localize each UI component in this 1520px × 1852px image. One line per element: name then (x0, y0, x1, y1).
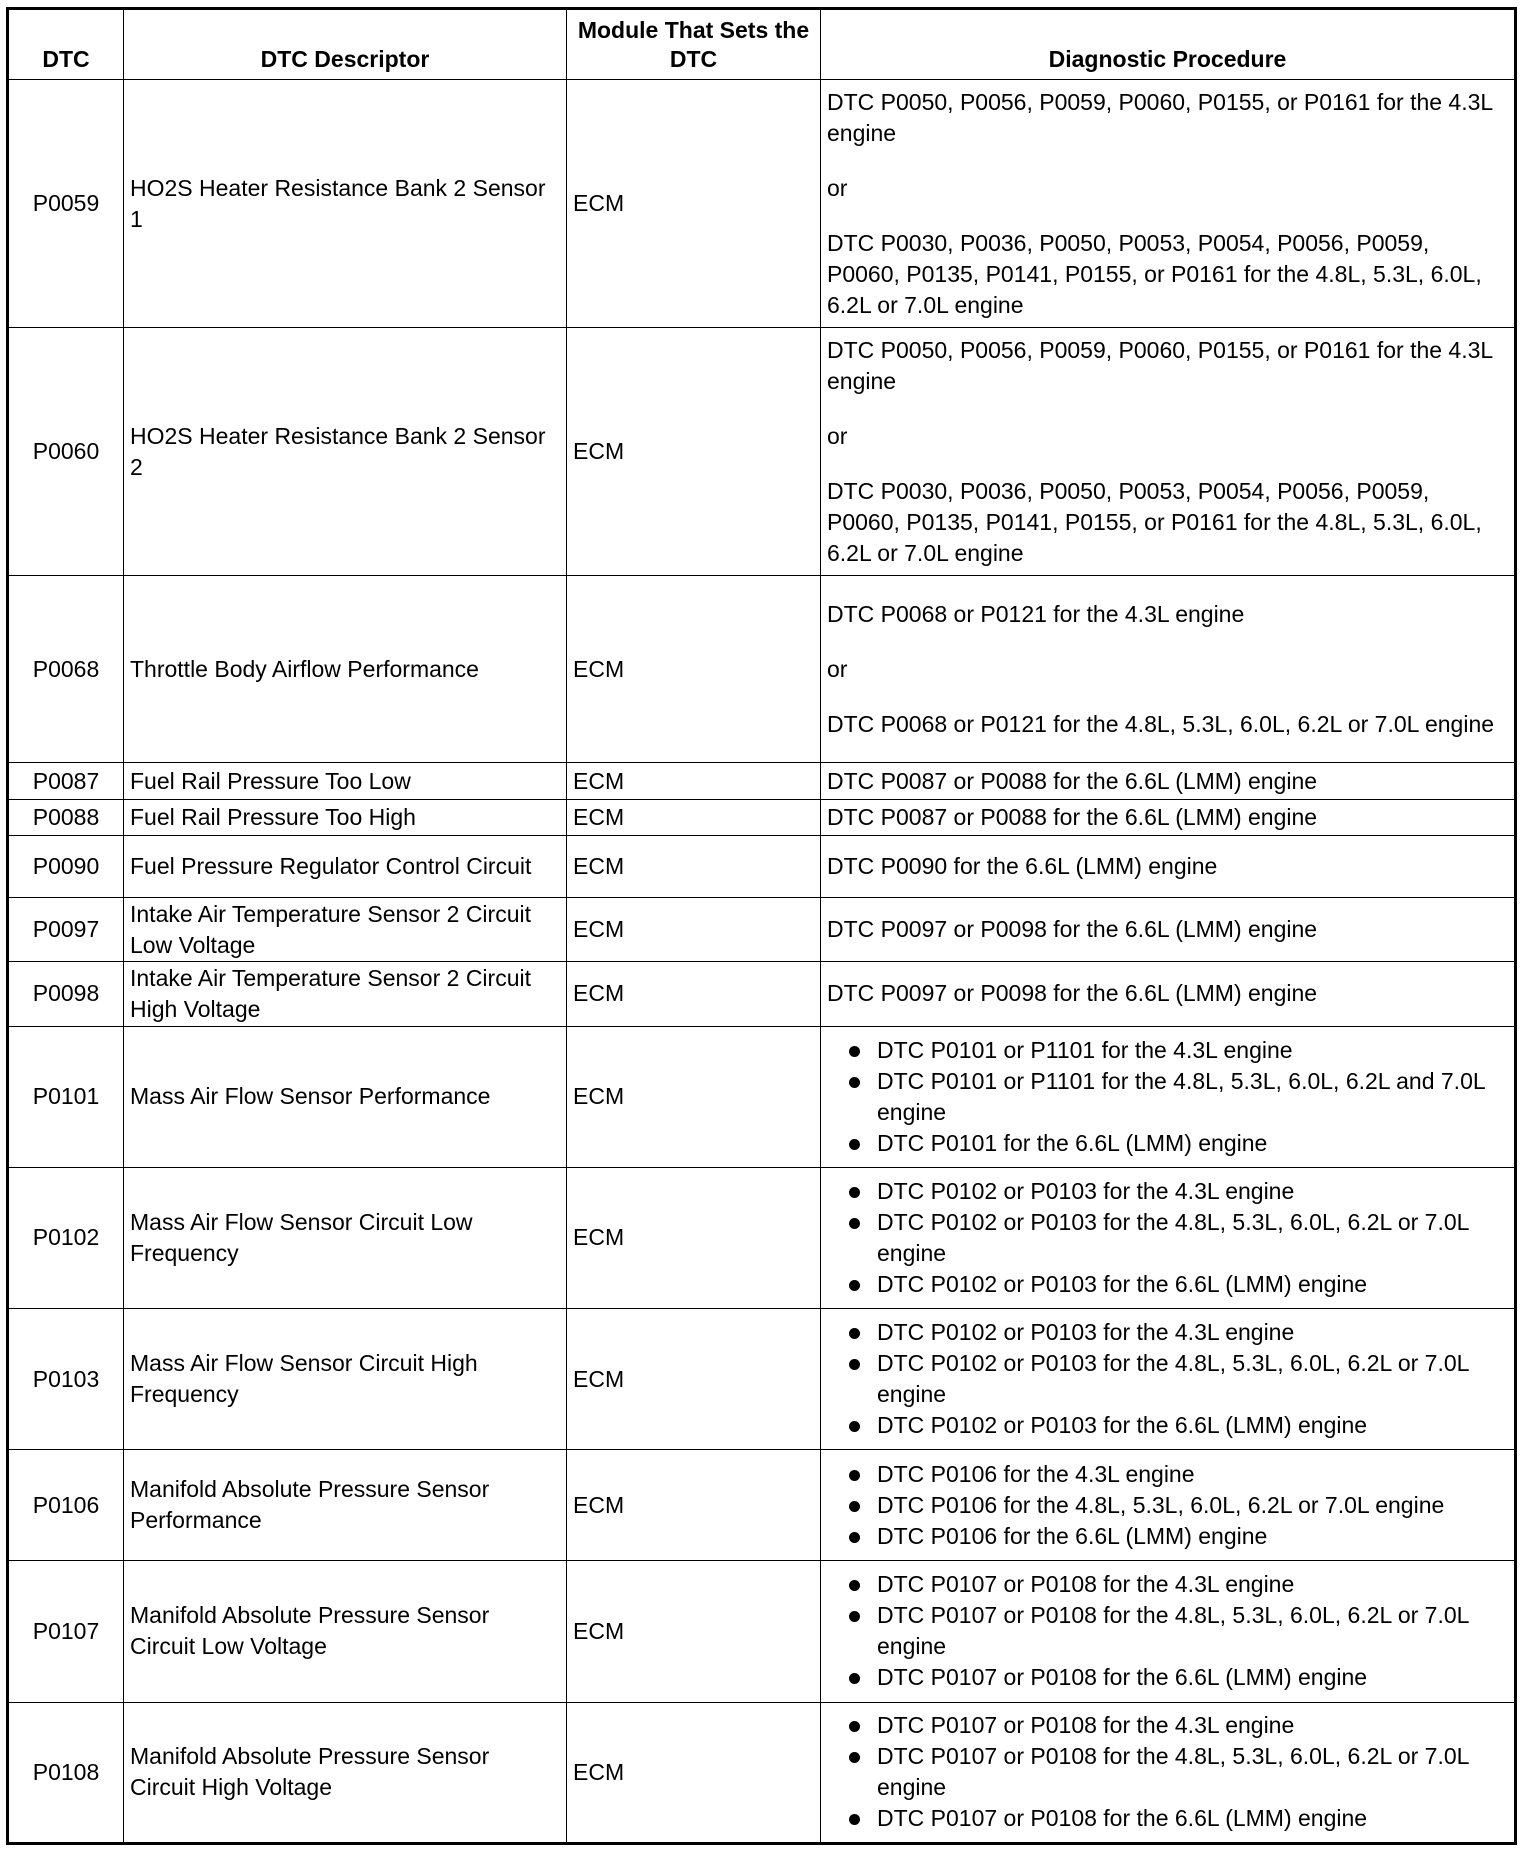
dtc-descriptor: Intake Air Temperature Sensor 2 Circuit Low Voltage (124, 898, 567, 962)
dtc-table (6, 7, 1517, 1845)
procedure-list (827, 1459, 1508, 1552)
list-item-text: DTC P0101 or P1101 for the 4.8L, 5.3L, 6.0L, 6.2L and 7.0L engine (877, 1067, 1485, 1125)
list-item (827, 1600, 1508, 1662)
list-item (827, 1490, 1508, 1521)
paragraph-gap (827, 204, 1508, 228)
dtc-code: P0101 (8, 1026, 124, 1167)
procedure-paragraph: DTC P0090 for the 6.6L (LMM) engine (827, 853, 1218, 880)
list-item-text: DTC P0102 or P0103 for the 4.8L, 5.3L, 6.0L, 6.2L or 7.0L engine (877, 1208, 1469, 1266)
header-descriptor: DTC Descriptor (124, 9, 567, 80)
module-name: ECM (567, 1450, 821, 1561)
diagnostic-procedure (821, 1561, 1516, 1702)
list-item-text: DTC P0106 for the 6.6L (LMM) engine (877, 1522, 1268, 1549)
list-item (827, 1662, 1508, 1693)
procedure-paragraph: DTC P0030, P0036, P0050, P0053, P0054, P0056, P0059, P0060, P0135, P0141, P0155, or P0161 for the 4.8L, 5.3L, 6.0L, 6.2L or 7.0L engine (827, 477, 1482, 566)
module-name: ECM (567, 799, 821, 836)
list-item (827, 1066, 1508, 1128)
dtc-code: P0087 (8, 763, 124, 800)
procedure-paragraph: DTC P0068 or P0121 for the 4.8L, 5.3L, 6.0L, 6.2L or 7.0L engine (827, 710, 1495, 737)
dtc-code: P0059 (8, 80, 124, 328)
list-item (827, 1207, 1508, 1269)
procedure-paragraph: DTC P0087 or P0088 for the 6.6L (LMM) engine (827, 767, 1318, 794)
dtc-code: P0090 (8, 836, 124, 898)
diagnostic-procedure (821, 898, 1516, 962)
list-item-text: DTC P0107 or P0108 for the 4.3L engine (877, 1712, 1295, 1739)
list-item-text: DTC P0107 or P0108 for the 4.8L, 5.3L, 6.0L, 6.2L or 7.0L engine (877, 1602, 1469, 1660)
procedure-paragraph: DTC P0050, P0056, P0059, P0060, P0155, or P0161 for the 4.3L engine (827, 336, 1493, 394)
dtc-code: P0088 (8, 799, 124, 836)
module-name: ECM (567, 328, 821, 576)
table-row (8, 1309, 1516, 1450)
procedure-list (827, 1035, 1508, 1159)
diagnostic-procedure (821, 1702, 1516, 1843)
bullet-icon (849, 1580, 860, 1591)
module-name: ECM (567, 898, 821, 962)
table-row (8, 763, 1516, 800)
list-item (827, 1521, 1508, 1552)
list-item-text: DTC P0102 or P0103 for the 4.3L engine (877, 1177, 1295, 1204)
paragraph-gap (827, 685, 1508, 709)
dtc-code: P0098 (8, 962, 124, 1026)
module-name: ECM (567, 962, 821, 1026)
dtc-code: P0107 (8, 1561, 124, 1702)
dtc-descriptor: HO2S Heater Resistance Bank 2 Sensor 1 (124, 80, 567, 328)
procedure-paragraph: DTC P0097 or P0098 for the 6.6L (LMM) engine (827, 916, 1318, 943)
procedure-list (827, 1176, 1508, 1300)
procedure-list (827, 1710, 1508, 1834)
table-header-row (8, 9, 1516, 80)
module-name: ECM (567, 1561, 821, 1702)
procedure-paragraph: or (827, 655, 848, 682)
list-item-text: DTC P0101 or P1101 for the 4.3L engine (877, 1036, 1293, 1063)
dtc-code: P0097 (8, 898, 124, 962)
bullet-icon (849, 1673, 860, 1684)
diagnostic-procedure (821, 80, 1516, 328)
dtc-code: P0060 (8, 328, 124, 576)
bullet-icon (849, 1611, 860, 1622)
diagnostic-procedure (821, 1167, 1516, 1308)
procedure-paragraph: DTC P0030, P0036, P0050, P0053, P0054, P0056, P0059, P0060, P0135, P0141, P0155, or P0161 for the 4.8L, 5.3L, 6.0L, 6.2L or 7.0L engine (827, 229, 1482, 318)
bullet-icon (849, 1139, 860, 1150)
dtc-code: P0102 (8, 1167, 124, 1308)
procedure-paragraph: DTC P0087 or P0088 for the 6.6L (LMM) engine (827, 804, 1318, 831)
table-row (8, 1702, 1516, 1843)
table-row (8, 1167, 1516, 1308)
list-item-text: DTC P0101 for the 6.6L (LMM) engine (877, 1129, 1268, 1156)
procedure-list (827, 1317, 1508, 1441)
header-dtc: DTC (8, 9, 124, 80)
dtc-descriptor: Fuel Rail Pressure Too Low (124, 763, 567, 800)
bullet-icon (849, 1359, 860, 1370)
module-name: ECM (567, 80, 821, 328)
paragraph-gap (827, 397, 1508, 421)
module-name: ECM (567, 1026, 821, 1167)
dtc-descriptor: HO2S Heater Resistance Bank 2 Sensor 2 (124, 328, 567, 576)
diagnostic-procedure (821, 962, 1516, 1026)
dtc-code: P0106 (8, 1450, 124, 1561)
header-procedure: Diagnostic Procedure (821, 9, 1516, 80)
list-item (827, 1348, 1508, 1410)
bullet-icon (849, 1187, 860, 1198)
list-item-text: DTC P0107 or P0108 for the 4.8L, 5.3L, 6.0L, 6.2L or 7.0L engine (877, 1743, 1469, 1801)
table-row (8, 1450, 1516, 1561)
diagnostic-procedure (821, 836, 1516, 898)
list-item (827, 1710, 1508, 1741)
diagnostic-procedure (821, 328, 1516, 576)
bullet-icon (849, 1470, 860, 1481)
list-item (827, 1317, 1508, 1348)
bullet-icon (849, 1501, 860, 1512)
module-name: ECM (567, 576, 821, 763)
module-name: ECM (567, 1167, 821, 1308)
dtc-code: P0068 (8, 576, 124, 763)
list-item-text: DTC P0106 for the 4.8L, 5.3L, 6.0L, 6.2L or 7.0L engine (877, 1491, 1445, 1518)
diagnostic-procedure (821, 576, 1516, 763)
dtc-descriptor: Fuel Pressure Regulator Control Circuit (124, 836, 567, 898)
dtc-descriptor: Manifold Absolute Pressure Sensor Circuit High Voltage (124, 1702, 567, 1843)
list-item-text: DTC P0102 or P0103 for the 4.8L, 5.3L, 6.0L, 6.2L or 7.0L engine (877, 1350, 1469, 1408)
diagnostic-procedure (821, 763, 1516, 800)
list-item-text: DTC P0107 or P0108 for the 6.6L (LMM) engine (877, 1805, 1368, 1832)
procedure-paragraph: or (827, 174, 848, 201)
bullet-icon (849, 1328, 860, 1339)
module-name: ECM (567, 1309, 821, 1450)
dtc-code: P0108 (8, 1702, 124, 1843)
table-row (8, 1026, 1516, 1167)
procedure-list (827, 1569, 1508, 1693)
table-row (8, 898, 1516, 962)
procedure-paragraph: or (827, 422, 848, 449)
module-name: ECM (567, 836, 821, 898)
table-row (8, 80, 1516, 328)
list-item (827, 1176, 1508, 1207)
table-row (8, 962, 1516, 1026)
dtc-descriptor: Mass Air Flow Sensor Circuit High Frequency (124, 1309, 567, 1450)
diagnostic-procedure (821, 1309, 1516, 1450)
module-name: ECM (567, 763, 821, 800)
list-item (827, 1035, 1508, 1066)
header-module: Module That Sets the DTC (567, 9, 821, 80)
bullet-icon (849, 1280, 860, 1291)
table-row (8, 799, 1516, 836)
diagnostic-procedure (821, 1450, 1516, 1561)
list-item (827, 1410, 1508, 1441)
list-item-text: DTC P0106 for the 4.3L engine (877, 1460, 1195, 1487)
dtc-descriptor: Intake Air Temperature Sensor 2 Circuit High Voltage (124, 962, 567, 1026)
paragraph-gap (827, 630, 1508, 654)
list-item-text: DTC P0102 or P0103 for the 6.6L (LMM) engine (877, 1270, 1368, 1297)
bullet-icon (849, 1752, 860, 1763)
bullet-icon (849, 1046, 860, 1057)
dtc-code: P0103 (8, 1309, 124, 1450)
bullet-icon (849, 1814, 860, 1825)
procedure-paragraph: DTC P0068 or P0121 for the 4.3L engine (827, 600, 1245, 627)
bullet-icon (849, 1532, 860, 1543)
dtc-descriptor: Mass Air Flow Sensor Circuit Low Frequency (124, 1167, 567, 1308)
procedure-paragraph: DTC P0050, P0056, P0059, P0060, P0155, or P0161 for the 4.3L engine (827, 88, 1493, 146)
list-item (827, 1459, 1508, 1490)
table-row (8, 328, 1516, 576)
list-item (827, 1741, 1508, 1803)
list-item-text: DTC P0102 or P0103 for the 6.6L (LMM) engine (877, 1412, 1368, 1439)
table-row (8, 576, 1516, 763)
procedure-paragraph: DTC P0097 or P0098 for the 6.6L (LMM) engine (827, 980, 1318, 1007)
bullet-icon (849, 1721, 860, 1732)
list-item-text: DTC P0102 or P0103 for the 4.3L engine (877, 1319, 1295, 1346)
table-body (8, 80, 1516, 1844)
diagnostic-procedure (821, 1026, 1516, 1167)
list-item-text: DTC P0107 or P0108 for the 6.6L (LMM) engine (877, 1664, 1368, 1691)
list-item (827, 1128, 1508, 1159)
bullet-icon (849, 1421, 860, 1432)
list-item-text: DTC P0107 or P0108 for the 4.3L engine (877, 1571, 1295, 1598)
paragraph-gap (827, 149, 1508, 173)
dtc-descriptor: Fuel Rail Pressure Too High (124, 799, 567, 836)
bullet-icon (849, 1077, 860, 1088)
bullet-icon (849, 1218, 860, 1229)
dtc-descriptor: Manifold Absolute Pressure Sensor Circuit Low Voltage (124, 1561, 567, 1702)
table-row (8, 836, 1516, 898)
paragraph-gap (827, 452, 1508, 476)
module-name: ECM (567, 1702, 821, 1843)
list-item (827, 1269, 1508, 1300)
table-row (8, 1561, 1516, 1702)
diagnostic-procedure (821, 799, 1516, 836)
dtc-descriptor: Mass Air Flow Sensor Performance (124, 1026, 567, 1167)
list-item (827, 1803, 1508, 1834)
list-item (827, 1569, 1508, 1600)
dtc-descriptor: Manifold Absolute Pressure Sensor Performance (124, 1450, 567, 1561)
dtc-descriptor: Throttle Body Airflow Performance (124, 576, 567, 763)
